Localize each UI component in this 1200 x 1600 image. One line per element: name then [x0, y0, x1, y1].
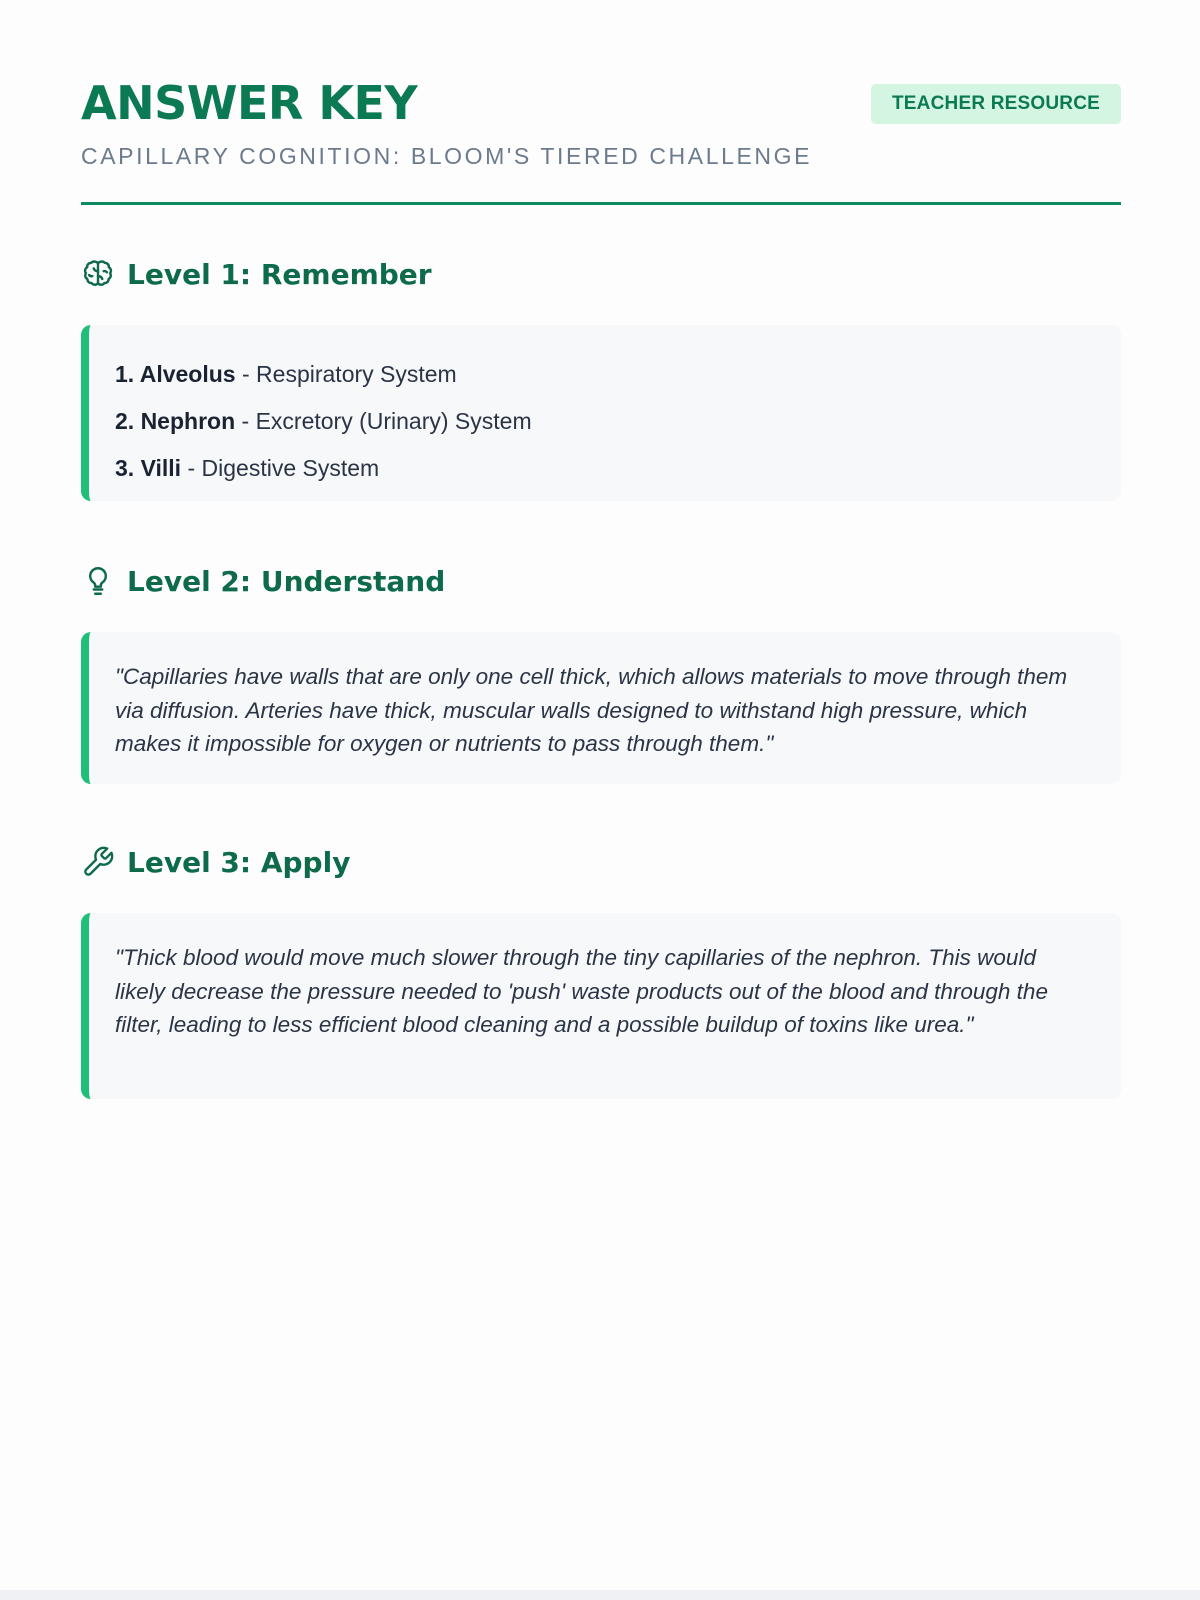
answer-term: 2. Nephron: [115, 408, 236, 434]
section-level-2: [81, 562, 1121, 756]
answer-card: [81, 325, 1121, 501]
answer-text: Respiratory System: [256, 361, 457, 387]
answer-separator: -: [235, 361, 257, 387]
teacher-resource-badge: TEACHER RESOURCE: [871, 84, 1121, 124]
answer-term: 1. Alveolus: [115, 361, 236, 387]
answer-text: Digestive System: [201, 455, 380, 481]
answer-list: [89, 325, 1121, 492]
lightbulb-icon: [81, 564, 115, 598]
list-item: [115, 398, 1121, 445]
section-heading: [81, 562, 1121, 602]
section-title: Level 3: Apply: [127, 846, 351, 879]
answer-key-document: [81, 0, 1121, 1037]
section-title: Level 2: Understand: [127, 565, 446, 598]
answer-card: [81, 913, 1121, 1099]
section-heading: [81, 255, 1121, 295]
section-level-1: [81, 255, 1121, 481]
section-heading: [81, 843, 1121, 883]
answer-text: "Thick blood would move much slower through the tiny capillaries of the nephron. This would likely decrease the pressure needed to 'push' waste products out of the blood and through the filter, leading to less efficient blood cleaning and a possible buildup of toxins like urea.": [115, 945, 1048, 1037]
answer-term: 3. Villi: [115, 455, 182, 481]
answer-separator: -: [181, 455, 202, 481]
wrench-icon: [81, 845, 115, 879]
header: [81, 0, 1121, 205]
list-item: [115, 351, 1121, 398]
list-item: [115, 445, 1121, 492]
page-subtitle: CAPILLARY COGNITION: BLOOM'S TIERED CHALLENGE: [81, 143, 813, 169]
answer-card: [81, 632, 1121, 784]
answer-text: "Capillaries have walls that are only one cell thick, which allows materials to move through them via diffusion. Arteries have thick, muscular walls designed to withstand high pressure, which makes it impossible for oxygen or nutrients to pass through them.": [115, 664, 1068, 756]
page-bottom-edge: [0, 1590, 1200, 1600]
page-title: ANSWER KEY: [81, 76, 418, 130]
section-title: Level 1: Remember: [127, 258, 432, 291]
answer-separator: -: [235, 408, 256, 434]
answer-text: Excretory (Urinary) System: [255, 408, 532, 434]
brain-icon: [81, 257, 115, 291]
section-level-3: [81, 843, 1121, 1037]
